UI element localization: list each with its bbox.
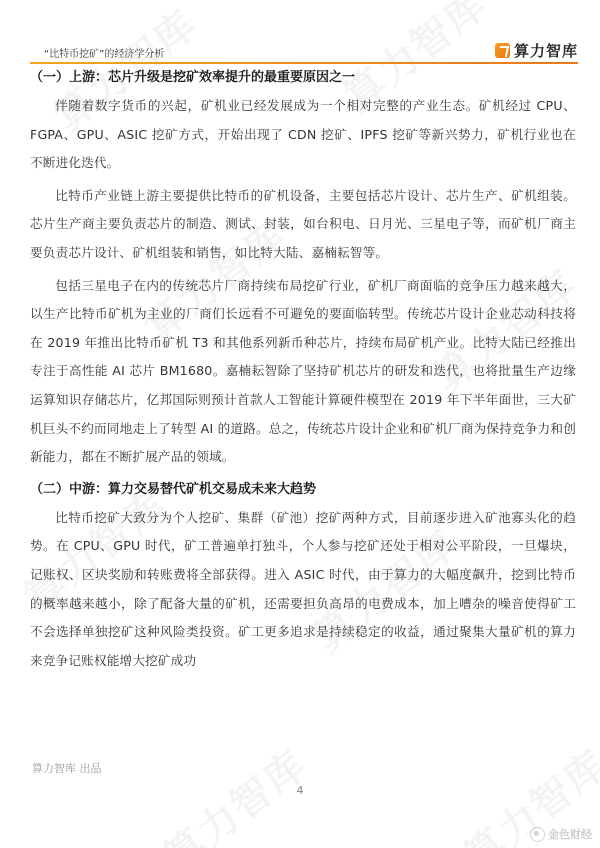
logo-text: 算力智库	[513, 42, 578, 60]
page-header	[30, 38, 578, 64]
main-content	[30, 64, 576, 679]
page-number: 4	[296, 784, 304, 797]
paragraph: 包括三星电子在内的传统芯片厂商持续布局挖矿行业，矿机厂商面临的竞争压力越来越大，以生产比特币矿机为主业的厂商们长远看不可避免的要面临转型。传统芯片设计企业芯动科技将在 2019 年推出比特币矿机 T3 和其他系列新币种芯片，持续布局矿机产业。比特大陆已经推出专注于高性能 AI 芯片 BM1680。嘉楠耘智除了坚持矿机芯片的研发和迭代，也将批量生产边缘运算知识存储芯片，亿邦国际则预计首款人工智能计算硬件模型在 2019 年下半年面世，三大矿机巨头不约而同地走上了转型 AI 的道路。总之，传统芯片设计企业和矿机厂商为保持竞争力和创新能力，都在不断扩展产品的领域。	[30, 277, 576, 465]
paragraph: 比特币产业链上游主要提供比特币的矿机设备，主要包括芯片设计、芯片生产、矿机组装。芯片生产商主要负责芯片的制造、测试、封装，如台积电、日月光、三星电子等，而矿机厂商主要负责芯片设计、矿机组装和销售，如比特大陆、嘉楠耘智等。	[30, 187, 576, 260]
badge-text: 金色财经	[548, 828, 592, 841]
badge-icon	[530, 827, 545, 842]
footer-brand: 算力智库 出品	[32, 762, 102, 775]
logo-icon	[495, 43, 510, 58]
paragraph: 比特币挖矿大致分为个人挖矿、集群（矿池）挖矿两种方式，目前逐步进入矿池寡头化的趋势。在 CPU、GPU 时代，矿工普遍单打独斗，个人参与挖矿还处于相对公平阶段，一旦爆块，记账权、区块奖励和转账费将全部获得。进入 ASIC 时代，由于算力的大幅度飙升，挖到比特币的概率越来越小，除了配备大量的矿机，还需要担负高昂的电费成本，加上嘈杂的噪音使得矿工不会选择单独挖矿这种风险类投资。矿工更多追求是持续稳定的收益，通过聚集大量矿机的算力来竞争记账权能增大挖矿成功	[30, 509, 576, 668]
section-heading-upstream: （一）上游：芯片升级是挖矿效率提升的最重要原因之一	[30, 70, 356, 85]
section-heading-midstream: （二）中游：算力交易替代矿机交易成未来大趋势	[30, 481, 317, 497]
report-title: “比特币挖矿”的经济学分析	[44, 49, 165, 60]
paragraph: 伴随着数字货币的兴起，矿机业已经发展成为一个相对完整的产业生态。矿机经过 CPU、FGPA、GPU、ASIC 挖矿方式，开始出现了 CDN 挖矿、IPFS 挖矿等新兴势力，矿机行业也在不断进化迭代。	[30, 98, 576, 171]
brand-logo	[495, 40, 578, 61]
corner-watermark-badge	[530, 826, 592, 842]
